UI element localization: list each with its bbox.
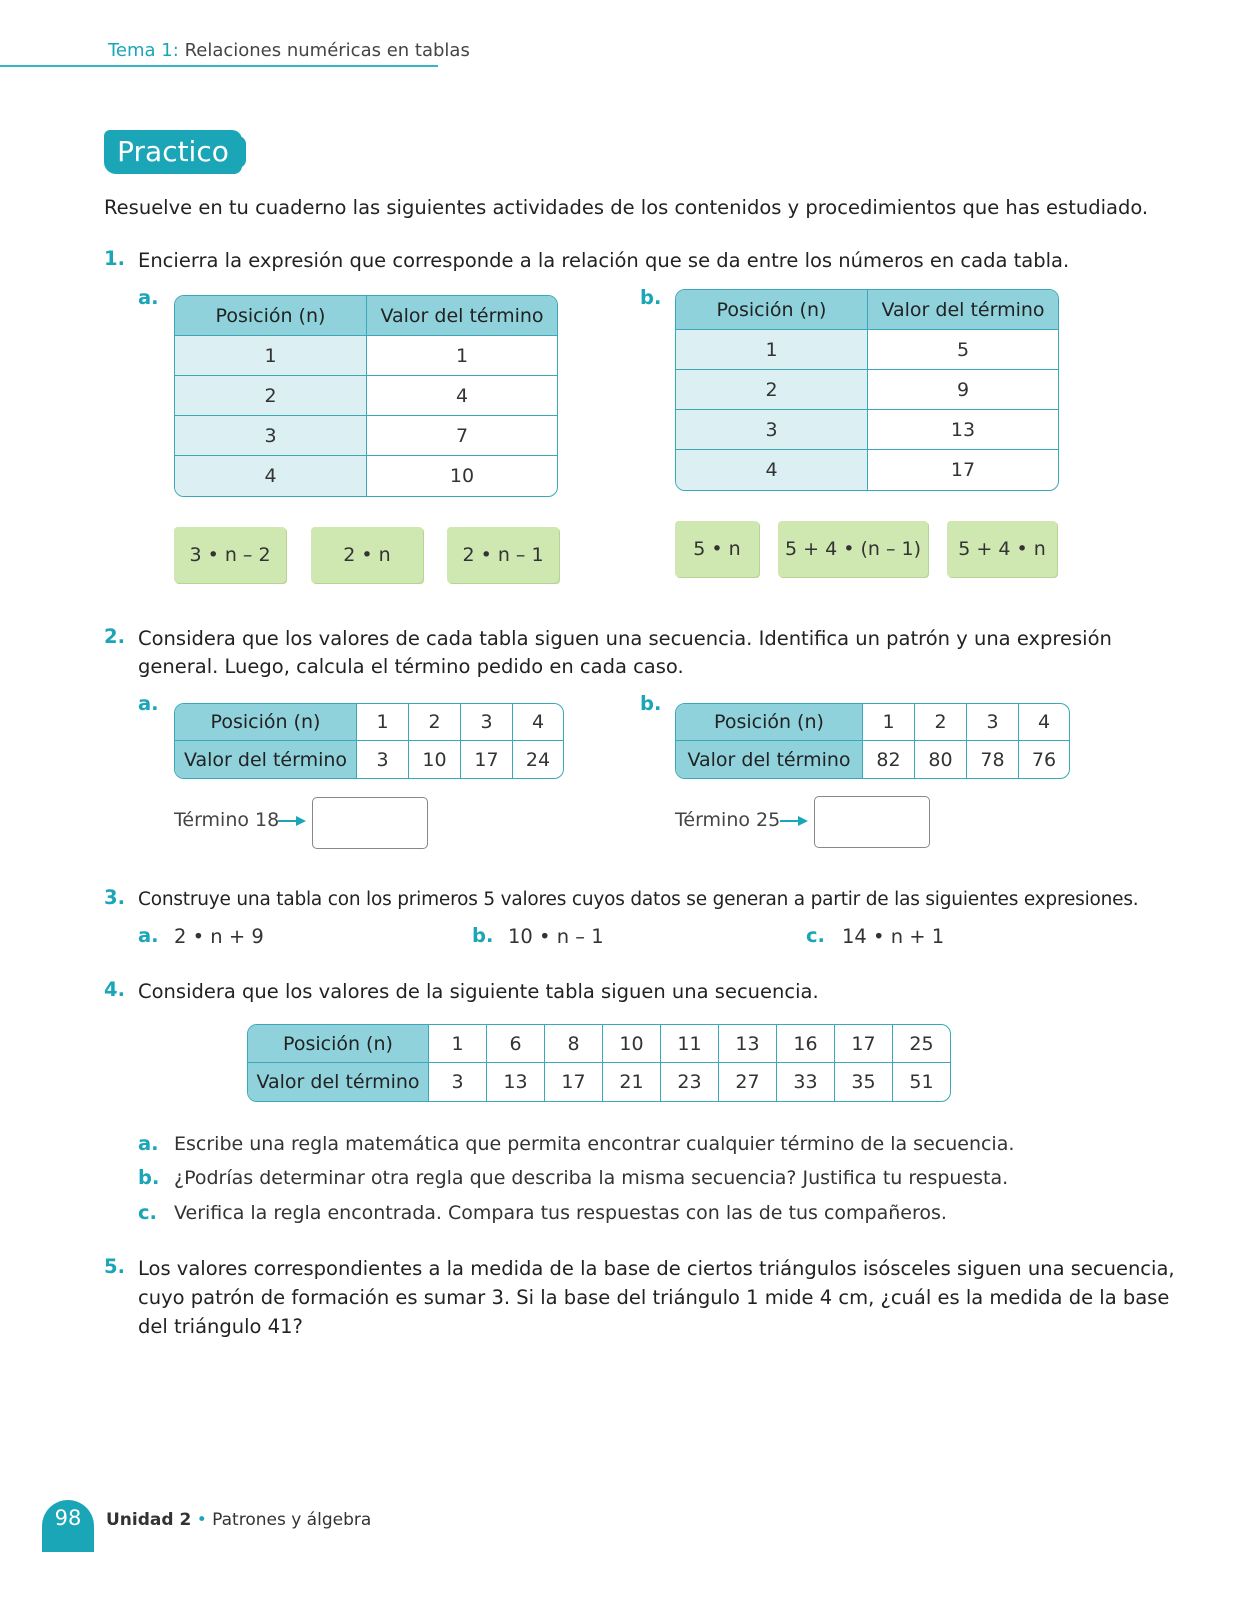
table-cell: 33 — [777, 1063, 835, 1101]
q2b-header-pos: Posición (n) — [676, 704, 863, 741]
q1b-letter: b. — [640, 286, 662, 309]
table-cell: 1 — [367, 336, 557, 376]
q1b-header-val: Valor del término — [868, 290, 1058, 330]
tema-label: Tema 1: — [108, 40, 179, 61]
q3b-letter: b. — [472, 924, 494, 947]
q5-line1: Los valores correspondientes a la medida de la base de ciertos triángulos isósceles siguen una secuencia, — [138, 1257, 1175, 1280]
q2a-answer-box[interactable] — [312, 797, 428, 849]
q3c-expression: 14 • n + 1 — [842, 925, 945, 948]
table-cell: 1 — [863, 704, 915, 741]
table-cell: 13 — [487, 1063, 545, 1101]
q4-header-pos: Posición (n) — [248, 1025, 429, 1063]
footer-separator: • — [196, 1510, 207, 1530]
header-text — [108, 40, 470, 61]
table-cell: 3 — [461, 704, 513, 741]
q1a-header-val: Valor del término — [367, 296, 557, 336]
q5-number: 5. — [104, 1255, 125, 1278]
arrow-right-icon — [278, 816, 306, 826]
q1a-option-3[interactable]: 2 • n – 1 — [447, 527, 559, 583]
table-cell: 51 — [909, 1071, 934, 1093]
table-cell: 9 — [868, 370, 1058, 410]
table-cell: 35 — [835, 1063, 893, 1101]
q2b-answer-box[interactable] — [814, 796, 930, 848]
q2a-table — [174, 703, 564, 779]
q1b-header-pos: Posición (n) — [676, 290, 868, 330]
footer-unit — [106, 1510, 371, 1530]
q2-number: 2. — [104, 625, 125, 648]
q1a-option-2[interactable]: 2 • n — [311, 527, 423, 583]
q5-line3: del triángulo 41? — [138, 1315, 303, 1338]
q3c-letter: c. — [806, 924, 825, 947]
q3a-expression: 2 • n + 9 — [174, 925, 264, 948]
table-cell: 24 — [525, 748, 551, 771]
table-cell: 23 — [661, 1063, 719, 1101]
q4c-text: Verifica la regla encontrada. Compara tus respuestas con las de tus compañeros. — [174, 1202, 947, 1224]
table-cell: 4 — [367, 376, 557, 416]
tema-title: Relaciones numéricas en tablas — [184, 40, 470, 61]
table-cell: 7 — [367, 416, 557, 456]
q5-line2: cuyo patrón de formación es sumar 3. Si la base del triángulo 1 mide 4 cm, ¿cuál es la medida de la base — [138, 1286, 1170, 1309]
table-cell: 1 — [676, 330, 868, 370]
q1b-option-1[interactable]: 5 • n — [675, 521, 759, 577]
q4c-letter: c. — [138, 1201, 157, 1224]
table-cell: 4 — [513, 704, 563, 741]
table-cell: 16 — [777, 1025, 835, 1063]
table-cell: 2 — [175, 376, 367, 416]
q2-line2: general. Luego, calcula el término pedido en cada caso. — [138, 655, 684, 678]
q1b-option-3[interactable]: 5 + 4 • n — [947, 521, 1057, 577]
q2a-header-val: Valor del término — [175, 741, 357, 778]
table-cell: 78 — [967, 741, 1019, 778]
q3-number: 3. — [104, 886, 125, 909]
q4-header-val: Valor del término — [248, 1063, 429, 1101]
table-cell: 11 — [661, 1025, 719, 1063]
page-header — [0, 36, 470, 68]
table-cell: 13 — [868, 410, 1058, 450]
q4b-letter: b. — [138, 1166, 160, 1189]
table-cell: 10 — [409, 741, 461, 778]
table-cell: 2 — [409, 704, 461, 741]
table-cell: 13 — [719, 1025, 777, 1063]
q2a-term-label: Término 18 — [174, 809, 280, 831]
table-cell: 1 — [357, 704, 409, 741]
table-cell: 3 — [429, 1063, 487, 1101]
table-cell: 6 — [487, 1025, 545, 1063]
q1-number: 1. — [104, 247, 125, 270]
table-cell: 10 — [449, 465, 475, 487]
table-cell: 3 — [357, 741, 409, 778]
table-cell: 25 — [893, 1025, 950, 1063]
table-cell: 76 — [1031, 748, 1057, 771]
q2b-letter: b. — [640, 692, 662, 715]
q4-text: Considera que los valores de la siguiente tabla siguen una secuencia. — [138, 980, 819, 1003]
footer-unit-label: Unidad 2 — [106, 1510, 192, 1530]
table-cell: 10 — [603, 1025, 661, 1063]
q1-text: Encierra la expresión que corresponde a la relación que se da entre los números en cada tabla. — [138, 249, 1070, 272]
table-cell: 1 — [175, 336, 367, 376]
q4-number: 4. — [104, 978, 125, 1001]
table-cell: 4 — [676, 450, 868, 490]
q4b-text: ¿Podrías determinar otra regla que describa la misma secuencia? Justifica tu respuesta. — [174, 1167, 1009, 1189]
q2a-letter: a. — [138, 692, 159, 715]
q4a-text: Escribe una regla matemática que permita encontrar cualquier término de la secuencia. — [174, 1133, 1015, 1155]
q4-table — [247, 1024, 951, 1102]
table-cell: 4 — [175, 456, 367, 496]
table-cell: 17 — [950, 459, 976, 481]
q4a-letter: a. — [138, 1132, 159, 1155]
table-cell: 17 — [545, 1063, 603, 1101]
q2a-header-pos: Posición (n) — [175, 704, 357, 741]
table-cell: 2 — [676, 370, 868, 410]
q1a-option-1[interactable]: 3 • n – 2 — [174, 527, 286, 583]
q1a-letter: a. — [138, 286, 159, 309]
footer-topic: Patrones y álgebra — [212, 1510, 372, 1530]
table-cell: 21 — [603, 1063, 661, 1101]
q1b-table — [675, 289, 1059, 491]
q1a-header-pos: Posición (n) — [175, 296, 367, 336]
intro-text: Resuelve en tu cuaderno las siguientes actividades de los contenidos y procedimientos que has estudiado. — [104, 196, 1149, 219]
table-cell: 27 — [719, 1063, 777, 1101]
practico-badge: Practico — [104, 130, 242, 174]
table-cell: 82 — [863, 741, 915, 778]
q2b-term-label: Término 25 — [675, 809, 781, 831]
q1b-option-2[interactable]: 5 + 4 • (n – 1) — [778, 521, 928, 577]
table-cell: 17 — [461, 741, 513, 778]
table-cell: 1 — [429, 1025, 487, 1063]
table-cell: 3 — [175, 416, 367, 456]
q3-text: Construye una tabla con los primeros 5 valores cuyos datos se generan a partir de las siguientes expresiones. — [138, 889, 1139, 910]
table-cell: 80 — [915, 741, 967, 778]
table-cell: 4 — [1019, 704, 1069, 741]
q3b-expression: 10 • n – 1 — [508, 925, 604, 948]
q2b-table — [675, 703, 1070, 779]
q1a-table — [174, 295, 558, 497]
arrow-right-icon — [780, 816, 808, 826]
q3a-letter: a. — [138, 924, 159, 947]
header-rule — [0, 65, 438, 67]
table-cell: 8 — [545, 1025, 603, 1063]
table-cell: 3 — [967, 704, 1019, 741]
table-cell: 5 — [868, 330, 1058, 370]
q2b-header-val: Valor del término — [676, 741, 863, 778]
q2-line1: Considera que los valores de cada tabla siguen una secuencia. Identifica un patrón y una expresión — [138, 627, 1112, 650]
table-cell: 2 — [915, 704, 967, 741]
table-cell: 17 — [835, 1025, 893, 1063]
table-cell: 3 — [676, 410, 868, 450]
page-number: 98 — [54, 1506, 82, 1530]
